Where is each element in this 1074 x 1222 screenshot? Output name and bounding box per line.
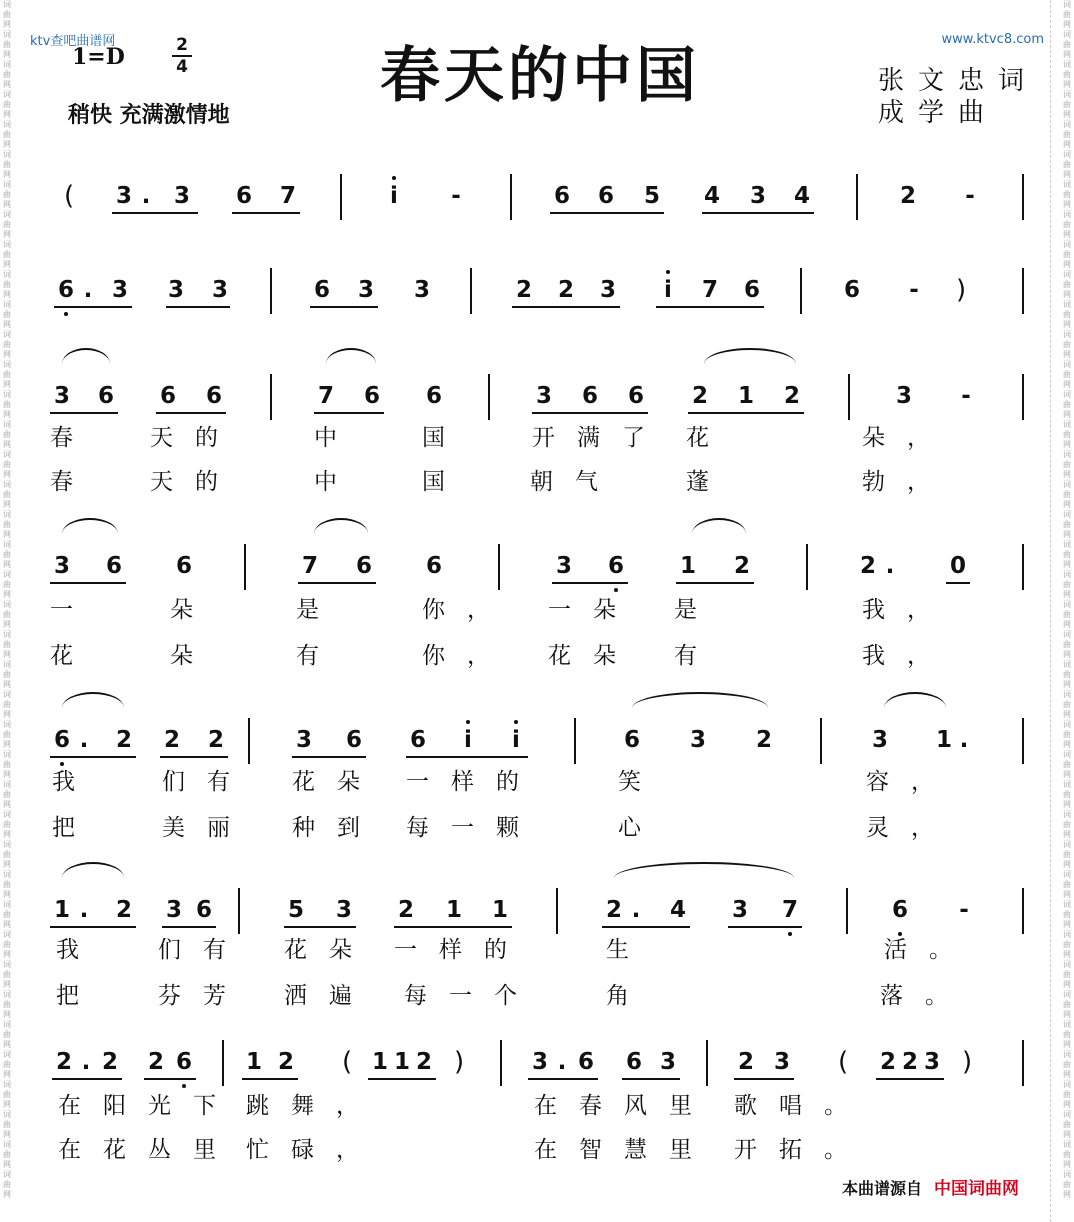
- note: 3: [53, 383, 70, 409]
- composer-credit: 成学曲: [878, 98, 999, 128]
- note: 2: [101, 1049, 118, 1075]
- beam-underline: [298, 582, 376, 584]
- octave-dot-high: [514, 720, 518, 724]
- lyric-syllable: 落。: [880, 983, 970, 1009]
- lyric-syllable: 角: [606, 983, 629, 1009]
- bar-line: [270, 268, 272, 314]
- beam-underline: [532, 412, 648, 414]
- lyric-syllable: 朵: [170, 597, 193, 623]
- octave-dot-high: [392, 176, 396, 180]
- note: 1: [393, 1049, 410, 1075]
- note: 2: [783, 383, 800, 409]
- lyric-syllable: 你，: [422, 597, 512, 623]
- note: 6: [57, 277, 74, 303]
- beam-underline: [310, 306, 378, 308]
- octave-dot-low: [64, 312, 68, 316]
- note: 3: [749, 183, 766, 209]
- note: 6: [409, 727, 426, 753]
- note: 6: [597, 183, 614, 209]
- lyric-syllable: 在阳光下: [58, 1093, 238, 1119]
- note: 6: [97, 383, 114, 409]
- bar-line: [248, 718, 250, 764]
- bar-line: [1022, 174, 1024, 220]
- watermark-right: www.ktvc8.com: [941, 32, 1044, 47]
- note: 7: [317, 383, 334, 409]
- beam-underline: [702, 212, 814, 214]
- note: 6: [891, 897, 908, 923]
- bar-line: [340, 174, 342, 220]
- note: 3: [773, 1049, 790, 1075]
- lyric-syllable: 一样的: [406, 769, 541, 795]
- lyric-syllable: 心: [618, 815, 641, 841]
- footer-site: 中国词曲网: [934, 1179, 1020, 1199]
- lyric-syllable: 中: [314, 425, 337, 451]
- lyric-syllable: 灵，: [866, 815, 956, 841]
- lyric-syllable: 跳舞，: [246, 1093, 381, 1119]
- lyric-syllable: 容，: [866, 769, 956, 795]
- note: 6: [743, 277, 760, 303]
- note: 2: [879, 1049, 896, 1075]
- note: 6: [623, 727, 640, 753]
- note: .: [959, 727, 969, 753]
- lyric-syllable: 每一个: [404, 983, 539, 1009]
- slur: [884, 692, 946, 708]
- key-signature: 1=D: [72, 44, 125, 70]
- note: 3: [689, 727, 706, 753]
- bar-line: [470, 268, 472, 314]
- note: 6: [625, 1049, 642, 1075]
- lyric-syllable: 每一颗: [406, 815, 541, 841]
- lyric-syllable: 有: [674, 643, 697, 669]
- slur: [62, 862, 124, 878]
- note: .: [79, 897, 89, 923]
- note: 3: [111, 277, 128, 303]
- lyric-syllable: 春: [50, 425, 73, 451]
- beam-underline: [232, 212, 300, 214]
- bar-line: [1022, 1040, 1024, 1086]
- note: 3: [555, 553, 572, 579]
- lyric-syllable: 活。: [884, 937, 974, 963]
- note: 2: [899, 183, 916, 209]
- note: 3: [173, 183, 190, 209]
- slur: [62, 518, 118, 534]
- lyric-syllable: 芬芳: [158, 983, 248, 1009]
- note: 6: [355, 553, 372, 579]
- note: 2: [691, 383, 708, 409]
- note: 1: [737, 383, 754, 409]
- lyric-syllable: 们有: [158, 937, 248, 963]
- beam-underline: [368, 1078, 436, 1080]
- note: 0: [949, 553, 966, 579]
- note: 6: [175, 553, 192, 579]
- beam-underline: [314, 412, 384, 414]
- note: 3: [923, 1049, 940, 1075]
- side-watermark-left: 词曲网词曲网词曲网词曲网词曲网词曲网词曲网词曲网词曲网词曲网词曲网词曲网词曲网词曲网词曲网词曲网词曲网词曲网词曲网词曲网词曲网词曲网词曲网词曲网词曲网词曲网词曲网词曲网词曲网词曲网词曲网词曲网词曲网词曲网词曲网词曲网词曲网词曲网词曲网词曲网: [3, 0, 11, 1199]
- beam-underline: [162, 926, 216, 928]
- lyric-syllable: 我，: [862, 597, 952, 623]
- note: .: [83, 277, 93, 303]
- beam-underline: [528, 1078, 598, 1080]
- note: 3: [599, 277, 616, 303]
- lyric-syllable: 花朵: [548, 643, 638, 669]
- note: 3: [211, 277, 228, 303]
- repeat-paren: (: [342, 1047, 353, 1077]
- note: 6: [345, 727, 362, 753]
- lyric-syllable: 在智慧里: [534, 1137, 714, 1163]
- lyric-syllable: 蓬: [686, 469, 709, 495]
- bar-line: [238, 888, 240, 934]
- bar-line: [574, 718, 576, 764]
- lyric-syllable: 花朵: [292, 769, 382, 795]
- note: 4: [703, 183, 720, 209]
- beam-underline: [676, 582, 754, 584]
- side-watermark-right: 词曲网词曲网词曲网词曲网词曲网词曲网词曲网词曲网词曲网词曲网词曲网词曲网词曲网词曲网词曲网词曲网词曲网词曲网词曲网词曲网词曲网词曲网词曲网词曲网词曲网词曲网词曲网词曲网词曲网词曲网词曲网词曲网词曲网词曲网词曲网词曲网词曲网词曲网词曲网词曲网: [1063, 0, 1071, 1199]
- note: 2: [163, 727, 180, 753]
- note: .: [557, 1049, 567, 1075]
- lyric-syllable: 生: [606, 937, 629, 963]
- note: 3: [731, 897, 748, 923]
- beam-underline: [734, 1078, 794, 1080]
- note: i: [512, 727, 520, 753]
- lyric-syllable: 花朵: [284, 937, 374, 963]
- bar-line: [556, 888, 558, 934]
- beam-underline: [144, 1078, 196, 1080]
- note: 6: [425, 553, 442, 579]
- lyric-syllable: 有: [296, 643, 319, 669]
- bar-line: [510, 174, 512, 220]
- note: 2: [557, 277, 574, 303]
- beam-underline: [160, 756, 228, 758]
- lyric-syllable: 把: [52, 815, 75, 841]
- note: 1: [445, 897, 462, 923]
- beam-underline: [50, 412, 118, 414]
- bar-line: [848, 374, 850, 420]
- note: 6: [195, 897, 212, 923]
- beam-underline: [54, 306, 132, 308]
- note: 6: [607, 553, 624, 579]
- note: 2: [901, 1049, 918, 1075]
- note: 2: [415, 1049, 432, 1075]
- lyric-syllable: 忙碌，: [246, 1137, 381, 1163]
- beam-underline: [50, 926, 136, 928]
- meter-top: 2: [176, 35, 188, 55]
- note: 1: [491, 897, 508, 923]
- note: 7: [279, 183, 296, 209]
- slur: [62, 348, 110, 364]
- note: 3: [335, 897, 352, 923]
- beam-underline: [946, 582, 970, 584]
- octave-dot-high: [666, 270, 670, 274]
- note: 2: [55, 1049, 72, 1075]
- time-signature: [172, 36, 192, 76]
- note: 2: [397, 897, 414, 923]
- beam-underline: [656, 306, 764, 308]
- note: 7: [701, 277, 718, 303]
- note: 7: [781, 897, 798, 923]
- octave-dot-low: [182, 1084, 186, 1088]
- lyric-syllable: 中: [314, 469, 337, 495]
- lyric-syllable: 春: [50, 469, 73, 495]
- note: 6: [553, 183, 570, 209]
- note: 3: [413, 277, 430, 303]
- note: .: [885, 553, 895, 579]
- lyric-syllable: 一样的: [394, 937, 529, 963]
- note: 6: [425, 383, 442, 409]
- bar-line: [244, 544, 246, 590]
- note: -: [909, 277, 919, 303]
- beam-underline: [512, 306, 620, 308]
- note: -: [961, 383, 971, 409]
- note: 3: [535, 383, 552, 409]
- note: 4: [669, 897, 686, 923]
- bar-line: [706, 1040, 708, 1086]
- beam-underline: [550, 212, 664, 214]
- note: 2: [207, 727, 224, 753]
- note: 1: [371, 1049, 388, 1075]
- beam-underline: [688, 412, 804, 414]
- note: 3: [165, 897, 182, 923]
- beam-underline: [50, 582, 126, 584]
- lyric-syllable: 朵: [170, 643, 193, 669]
- repeat-paren: ): [956, 275, 967, 305]
- note: 2: [755, 727, 772, 753]
- lyric-syllable: 们有: [162, 769, 252, 795]
- note: -: [451, 183, 461, 209]
- lyric-syllable: 种到: [292, 815, 382, 841]
- bar-line: [820, 718, 822, 764]
- note: 1: [935, 727, 952, 753]
- note: .: [141, 183, 151, 209]
- beam-underline: [622, 1078, 680, 1080]
- note: 3: [357, 277, 374, 303]
- note: 1: [53, 897, 70, 923]
- footer-source-label: 本曲谱源自: [842, 1179, 923, 1198]
- beam-underline: [284, 926, 356, 928]
- lyric-syllable: 勃，: [862, 469, 952, 495]
- note: 3: [871, 727, 888, 753]
- note: 2: [115, 727, 132, 753]
- lyric-syllable: 歌唱。: [734, 1093, 869, 1119]
- beam-underline: [112, 212, 198, 214]
- note: 6: [205, 383, 222, 409]
- beam-underline: [876, 1078, 944, 1080]
- slur: [62, 692, 124, 708]
- lyric-syllable: 是: [674, 597, 697, 623]
- note: 3: [167, 277, 184, 303]
- repeat-paren: ): [962, 1047, 973, 1077]
- bar-line: [500, 1040, 502, 1086]
- bar-line: [1022, 374, 1024, 420]
- note: 6: [313, 277, 330, 303]
- lyric-syllable: 把: [56, 983, 79, 1009]
- note: 4: [793, 183, 810, 209]
- bar-line: [800, 268, 802, 314]
- slur: [632, 692, 768, 708]
- repeat-paren: (: [838, 1047, 849, 1077]
- bar-line: [806, 544, 808, 590]
- slur: [314, 518, 368, 534]
- lyric-syllable: 你，: [422, 643, 512, 669]
- beam-underline: [394, 926, 512, 928]
- note: 2: [515, 277, 532, 303]
- slur: [692, 518, 746, 534]
- note: i: [664, 277, 672, 303]
- note: 6: [627, 383, 644, 409]
- note: 6: [235, 183, 252, 209]
- note: 6: [53, 727, 70, 753]
- note: 6: [581, 383, 598, 409]
- note: 6: [843, 277, 860, 303]
- note: 2: [147, 1049, 164, 1075]
- lyric-syllable: 国: [422, 425, 445, 451]
- bar-line: [1022, 718, 1024, 764]
- beam-underline: [52, 1078, 122, 1080]
- beam-underline: [292, 756, 366, 758]
- note: 1: [679, 553, 696, 579]
- note: 3: [295, 727, 312, 753]
- beam-underline: [406, 756, 528, 758]
- note: -: [965, 183, 975, 209]
- note: 6: [363, 383, 380, 409]
- beam-underline: [50, 756, 136, 758]
- meter-bottom: 4: [176, 57, 188, 77]
- lyric-syllable: 天的: [150, 469, 240, 495]
- bar-line: [1022, 888, 1024, 934]
- octave-dot-low: [60, 762, 64, 766]
- note: 3: [895, 383, 912, 409]
- page-edge-line: [1050, 0, 1051, 1222]
- octave-dot-high: [466, 720, 470, 724]
- lyric-syllable: 花: [686, 425, 709, 451]
- lyric-syllable: 洒遍: [284, 983, 374, 1009]
- slur: [704, 348, 796, 364]
- lyric-syllable: 花: [50, 643, 73, 669]
- bar-line: [222, 1040, 224, 1086]
- lyric-syllable: 开满了: [532, 425, 667, 451]
- note: 3: [53, 553, 70, 579]
- beam-underline: [552, 582, 628, 584]
- slur: [326, 348, 376, 364]
- note: 2: [737, 1049, 754, 1075]
- note: 2: [277, 1049, 294, 1075]
- lyric-syllable: 在花丛里: [58, 1137, 238, 1163]
- lyric-syllable: 我: [52, 769, 75, 795]
- note: .: [631, 897, 641, 923]
- note: 6: [105, 553, 122, 579]
- note: .: [79, 727, 89, 753]
- tempo-marking: 稍快 充满激情地: [68, 103, 230, 128]
- lyric-syllable: 开拓。: [734, 1137, 869, 1163]
- note: 7: [301, 553, 318, 579]
- note: 6: [577, 1049, 594, 1075]
- lyric-syllable: 笑: [618, 769, 641, 795]
- bar-line: [1022, 544, 1024, 590]
- lyric-syllable: 我: [56, 937, 79, 963]
- octave-dot-low: [614, 588, 618, 592]
- note: 2: [605, 897, 622, 923]
- lyric-syllable: 是: [296, 597, 319, 623]
- bar-line: [270, 374, 272, 420]
- lyric-syllable: 在春风里: [534, 1093, 714, 1119]
- lyricist-credit: 张文忠词: [878, 66, 1039, 96]
- slur: [614, 862, 794, 878]
- note: -: [959, 897, 969, 923]
- beam-underline: [156, 412, 226, 414]
- footer-source: [842, 1174, 1019, 1199]
- note: 2: [859, 553, 876, 579]
- note: 2: [115, 897, 132, 923]
- lyric-syllable: 一朵: [548, 597, 638, 623]
- lyric-syllable: 朵，: [862, 425, 952, 451]
- bar-line: [846, 888, 848, 934]
- beam-underline: [728, 926, 802, 928]
- lyric-syllable: 国: [422, 469, 445, 495]
- note: 3: [659, 1049, 676, 1075]
- lyric-syllable: 美丽: [162, 815, 252, 841]
- note: 5: [287, 897, 304, 923]
- bar-line: [488, 374, 490, 420]
- octave-dot-low: [788, 932, 792, 936]
- bar-line: [498, 544, 500, 590]
- repeat-paren: ): [454, 1047, 465, 1077]
- note: 6: [159, 383, 176, 409]
- note: 3: [531, 1049, 548, 1075]
- lyric-syllable: 一: [50, 597, 73, 623]
- note: .: [81, 1049, 91, 1075]
- beam-underline: [602, 926, 690, 928]
- lyric-syllable: 天的: [150, 425, 240, 451]
- beam-underline: [242, 1078, 298, 1080]
- note: i: [464, 727, 472, 753]
- note: 3: [115, 183, 132, 209]
- note: i: [390, 183, 398, 209]
- watermark-left: ktv查吧曲谱网: [30, 34, 116, 49]
- note: 2: [733, 553, 750, 579]
- lyric-syllable: 我，: [862, 643, 952, 669]
- beam-underline: [166, 306, 230, 308]
- note: 5: [643, 183, 660, 209]
- note: 6: [175, 1049, 192, 1075]
- bar-line: [1022, 268, 1024, 314]
- repeat-paren: (: [64, 181, 75, 211]
- note: 1: [245, 1049, 262, 1075]
- bar-line: [856, 174, 858, 220]
- lyric-syllable: 朝气: [530, 469, 620, 495]
- song-title: 春天的中国: [380, 41, 700, 111]
